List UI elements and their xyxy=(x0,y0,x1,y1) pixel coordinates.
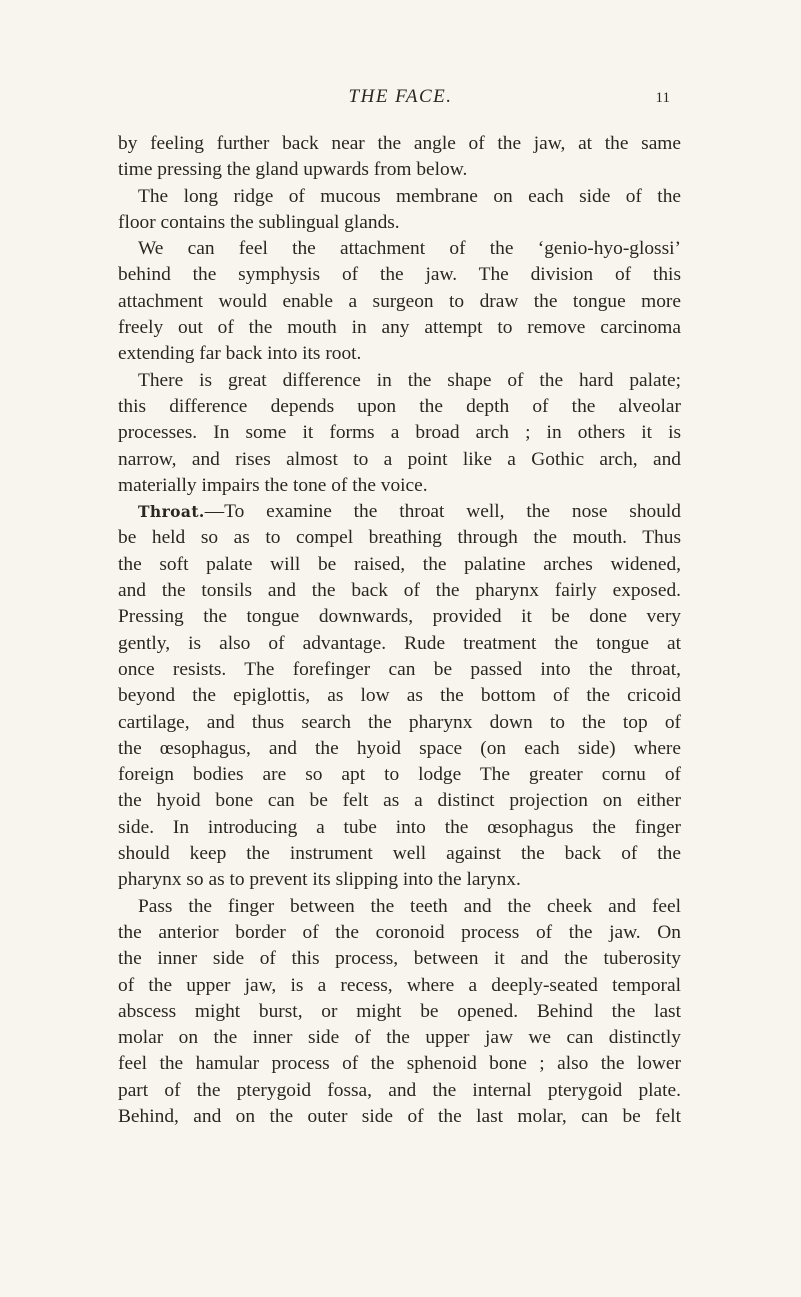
page-number: 11 xyxy=(655,90,670,106)
text-line: materially impairs the tone of the voice. xyxy=(118,474,428,496)
text-line: time pressing the gland upwards from below. xyxy=(118,159,468,181)
text-line: freely out of the mouth in any attempt to remove carcinoma xyxy=(118,317,681,339)
text-line: and the tonsils and the back of the pharynx fairly exposed. xyxy=(118,580,681,602)
text-line: this difference depends upon the depth of the alveolar xyxy=(118,395,681,417)
text-line: gently, is also of advantage. Rude treatment the tongue at xyxy=(118,632,681,654)
text-line: extending far back into its root. xyxy=(118,343,362,365)
text-line: part of the pterygoid fossa, and the internal pterygoid plate. xyxy=(118,1079,681,1101)
text-line: the anterior border of the coronoid process of the jaw. On xyxy=(118,921,681,943)
text-line: the inner side of this process, between it and the tuberosity xyxy=(118,948,681,970)
text-line: Pass the finger between the teeth and the cheek and feel xyxy=(138,895,681,917)
text-line: be held so as to compel breathing through the mouth. Thus xyxy=(118,527,681,549)
text-line: the œsophagus, and the hyoid space (on each side) where xyxy=(118,737,681,759)
text-line: cartilage, and thus search the pharynx down to the top of xyxy=(118,711,681,733)
text-line-rest: —To examine the throat well, the nose should xyxy=(204,501,681,523)
text-line: by feeling further back near the angle of the jaw, at the same xyxy=(118,133,681,154)
text-line: the soft palate will be raised, the palatine arches widened, xyxy=(118,553,681,575)
text-line: should keep the instrument well against the back of the xyxy=(118,843,681,865)
running-title: THE FACE. xyxy=(348,86,453,107)
running-head xyxy=(0,84,801,110)
text-line: feel the hamular process of the sphenoid bone ; also the lower xyxy=(118,1053,681,1075)
text-line: narrow, and rises almost to a point like a Gothic arch, and xyxy=(118,448,681,470)
text-line: processes. In some it forms a broad arch ; in others it is xyxy=(118,422,681,444)
text-line: beyond the epiglottis, as low as the bottom of the cricoid xyxy=(118,685,681,707)
text-line: of the upper jaw, is a recess, where a deeply-seated temporal xyxy=(118,974,681,996)
text-line: pharynx so as to prevent its slipping into the larynx. xyxy=(118,869,521,891)
text-line: behind the symphysis of the jaw. The division of this xyxy=(118,264,681,286)
text-line: side. In introducing a tube into the œsophagus the finger xyxy=(118,816,681,838)
body-text xyxy=(118,131,681,1130)
text-line: abscess might burst, or might be opened. Behind the last xyxy=(118,1000,681,1022)
text-line: foreign bodies are so apt to lodge The greater cornu of xyxy=(118,764,681,786)
text-line: We can feel the attachment of the ‘genio-hyo-glossi’ xyxy=(138,238,681,260)
text-line: the hyoid bone can be felt as a distinct projection on either xyxy=(118,790,681,812)
section-heading: Throat. xyxy=(138,502,205,522)
text-line: floor contains the sublingual glands. xyxy=(118,211,400,233)
text-line: The long ridge of mucous membrane on each side of the xyxy=(138,185,681,207)
text-line: molar on the inner side of the upper jaw we can distinctly xyxy=(118,1027,681,1049)
text-line: once resists. The forefinger can be passed into the throat, xyxy=(118,658,681,680)
text-line: Behind, and on the outer side of the last molar, can be felt xyxy=(118,1105,681,1127)
text-line xyxy=(118,499,681,525)
text-line: There is great difference in the shape of the hard palate; xyxy=(138,369,681,391)
text-line: attachment would enable a surgeon to draw the tongue more xyxy=(118,290,681,312)
text-line: Pressing the tongue downwards, provided it be done very xyxy=(118,606,681,628)
